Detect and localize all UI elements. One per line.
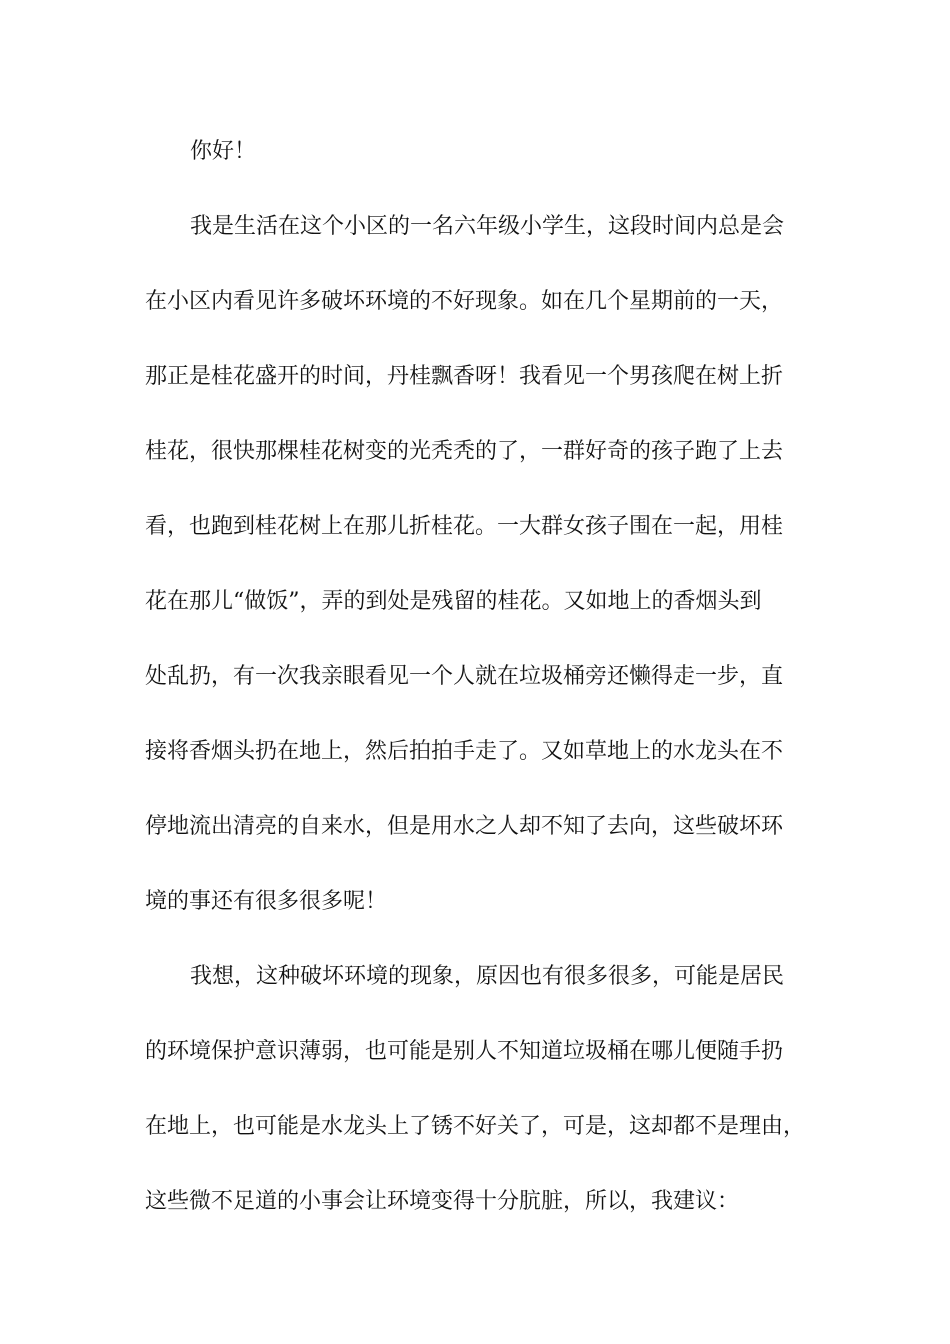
paragraph-1-line-8: 接将香烟头扔在地上，然后拍拍手走了。又如草地上的水龙头在不 (145, 739, 784, 764)
paragraph-2-line-2: 的环境保护意识薄弱，也可能是别人不知道垃圾桶在哪儿便随手扔 (145, 1039, 784, 1064)
paragraph-2-line-3: 在地上，也可能是水龙头上了锈不好关了，可是，这却都不是理由， (145, 1114, 806, 1139)
paragraph-1-line-7: 处乱扔，有一次我亲眼看见一个人就在垃圾桶旁还懒得走一步，直 (145, 664, 784, 689)
paragraph-1-line-4: 桂花，很快那棵桂花树变的光秃秃的了，一群好奇的孩子跑了上去 (145, 439, 784, 464)
paragraph-1-line-3: 那正是桂花盛开的时间，丹桂飘香呀！我看见一个男孩爬在树上折 (145, 364, 784, 389)
paragraph-2-line-4: 这些微不足道的小事会让环境变得十分肮脏，所以，我建议： (145, 1189, 740, 1214)
paragraph-1-line-6: 花在那儿“做饭”，弄的到处是残留的桂花。又如地上的香烟头到 (145, 589, 762, 614)
paragraph-1-line-1: 我是生活在这个小区的一名六年级小学生，这段时间内总是会 (190, 214, 785, 239)
paragraph-1-line-2: 在小区内看见许多破坏环境的不好现象。如在几个星期前的一天， (145, 289, 784, 314)
paragraph-1-line-10: 境的事还有很多很多呢！ (145, 889, 388, 914)
greeting-line: 你好！ (190, 139, 257, 164)
paragraph-1-line-9: 停地流出清亮的自来水，但是用水之人却不知了去向，这些破坏环 (145, 814, 784, 839)
paragraph-1-line-5: 看，也跑到桂花树上在那儿折桂花。一大群女孩子围在一起，用桂 (145, 514, 784, 539)
paragraph-2-line-1: 我想，这种破坏环境的现象，原因也有很多很多，可能是居民 (190, 964, 785, 989)
